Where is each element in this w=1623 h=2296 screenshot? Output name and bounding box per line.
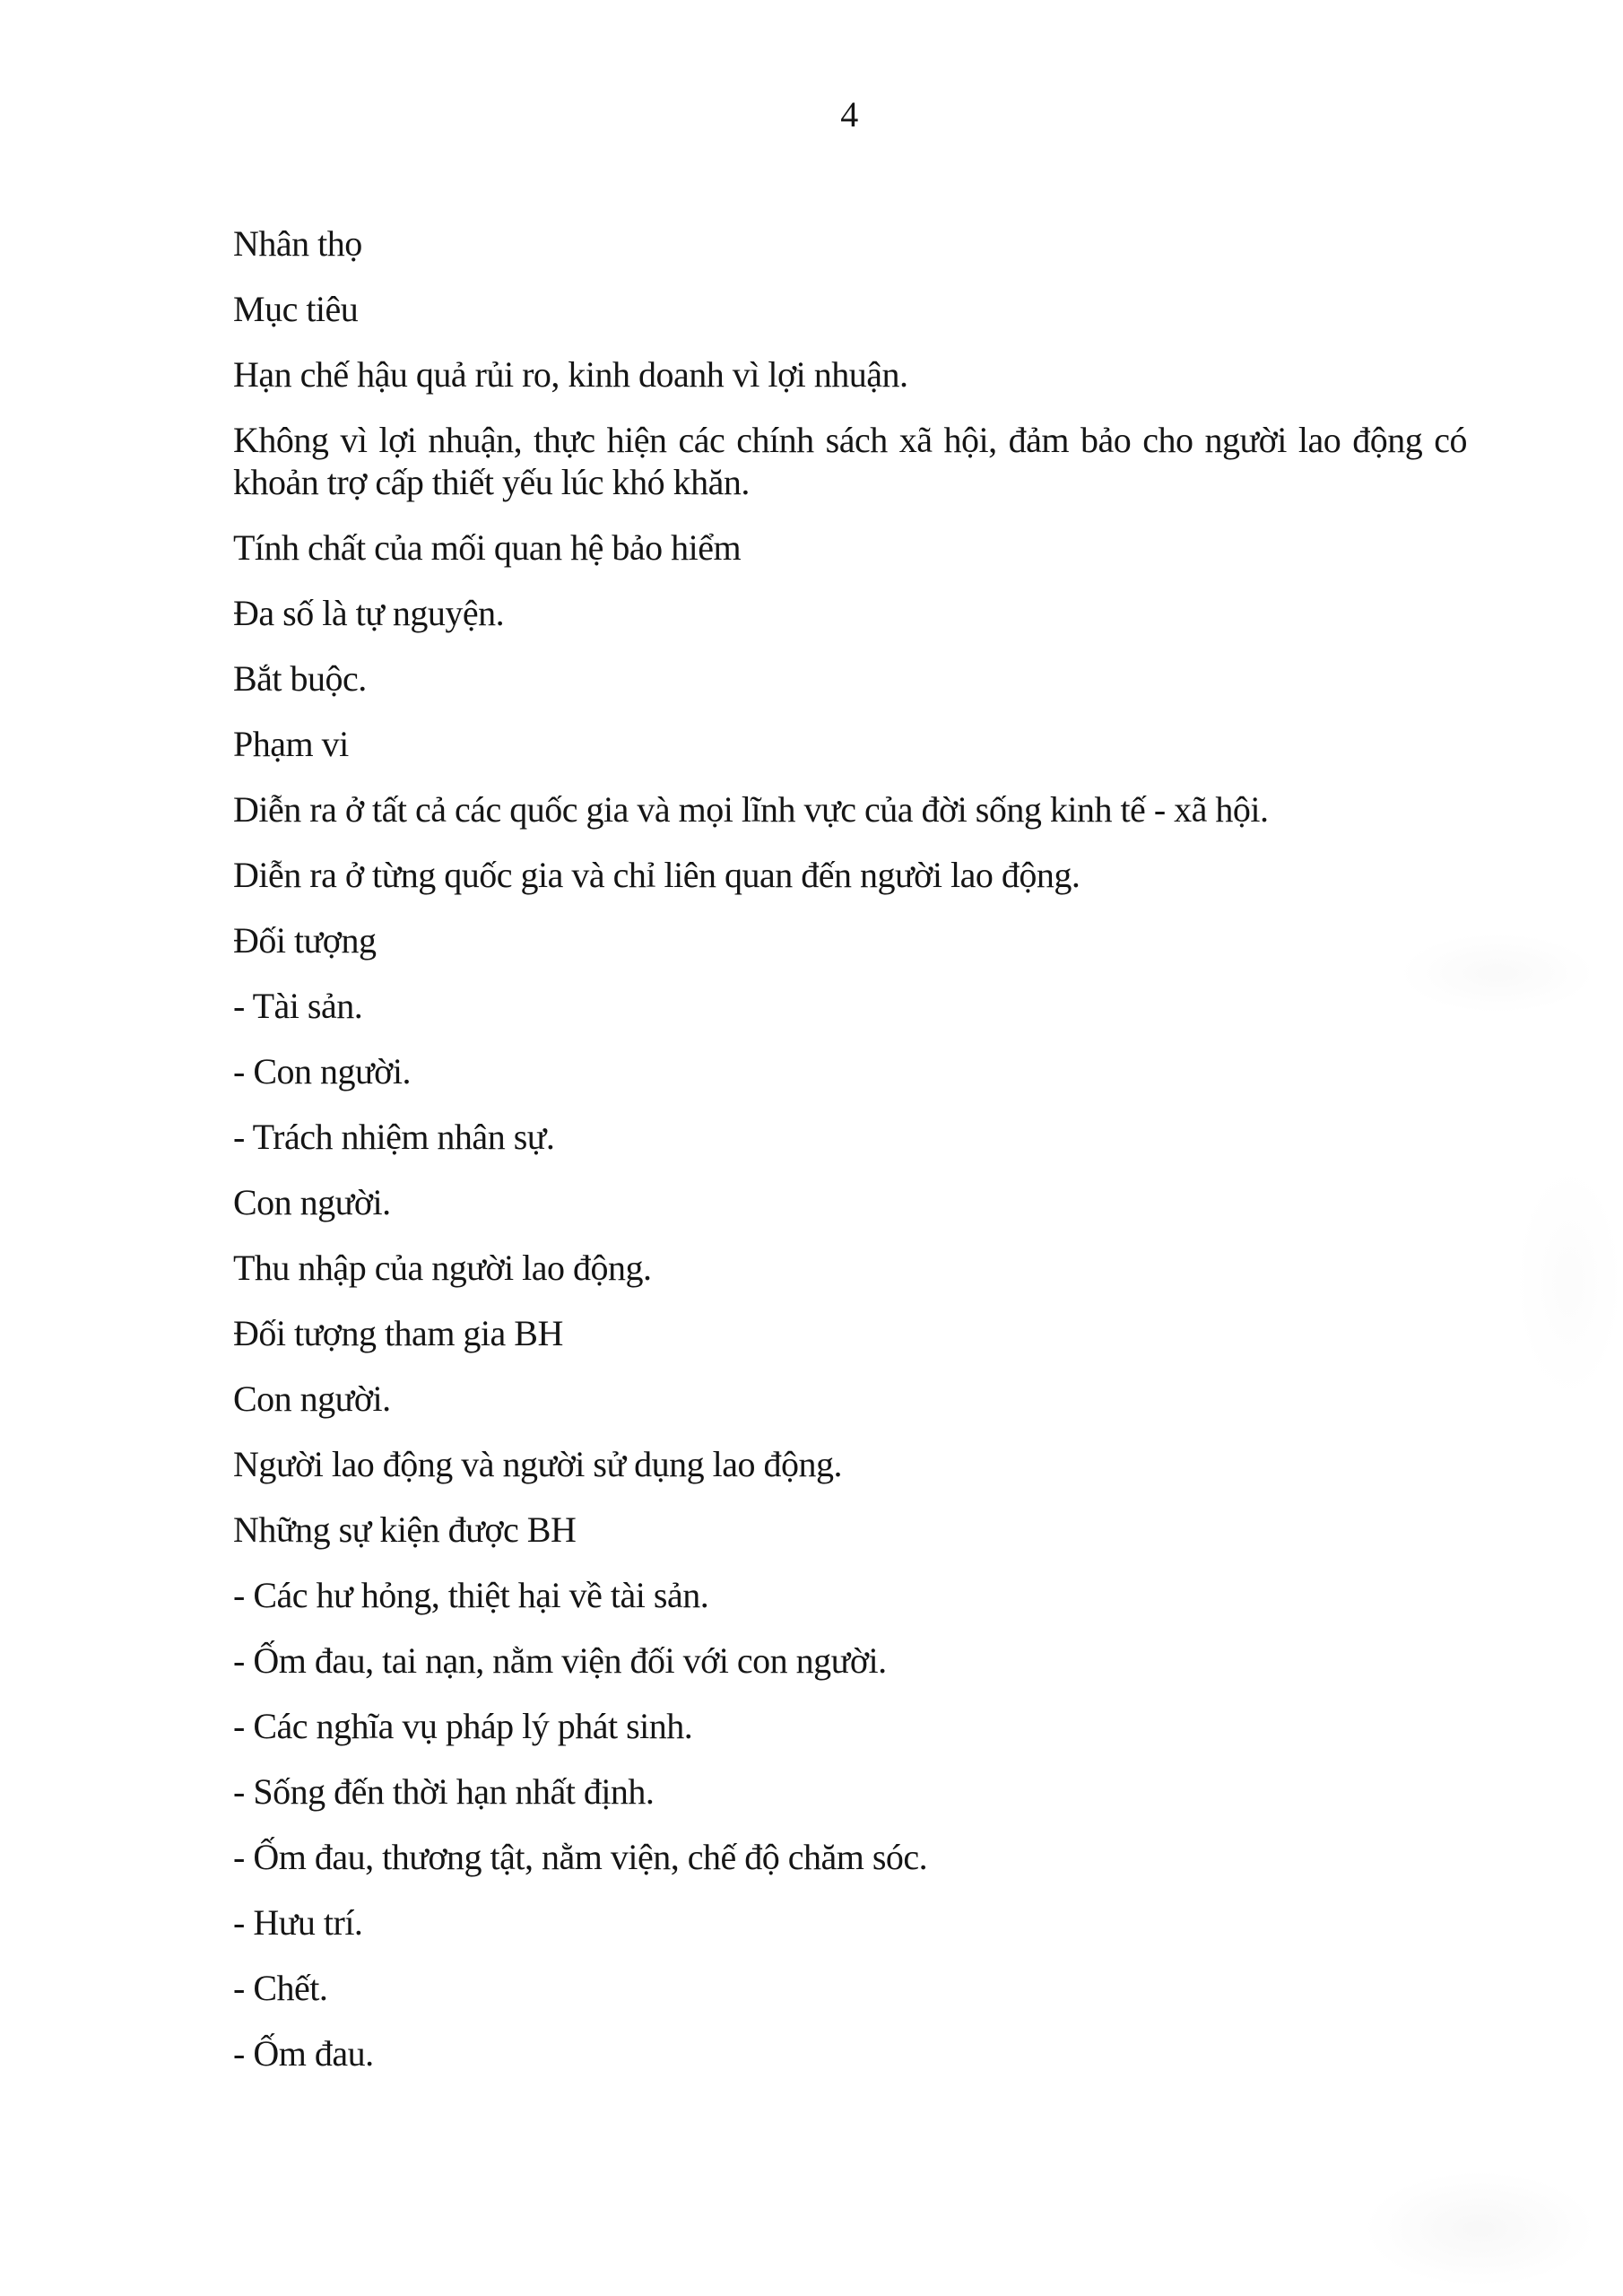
text-line: Diễn ra ở tất cả các quốc gia và mọi lĩnh vực của đời sống kinh tế - xã hội. [233,789,1269,830]
paragraph [233,1443,1467,1485]
paragraph [233,288,1467,330]
paragraph [233,1050,1467,1092]
paragraph [233,723,1467,765]
text-line: Không vì lợi nhuận, thực hiện các chính sách xã hội, đảm bảo cho người lao động có [233,420,1467,460]
text-line: Nhân thọ [233,223,362,264]
scan-artifact [1515,1166,1623,1399]
text-line: Phạm vi [233,724,349,764]
text-line: Thu nhập của người lao động. [233,1248,652,1288]
paragraph [233,1181,1467,1223]
paragraph [233,1639,1467,1682]
scan-artifact [1363,2170,1596,2287]
paragraph [233,1378,1467,1420]
text-line: Tính chất của mối quan hệ bảo hiểm [233,527,742,568]
text-line: Hạn chế hậu quả rủi ro, kinh doanh vì lợi nhuận. [233,354,908,395]
document-body [233,222,1467,2098]
text-line: - Ốm đau, thương tật, nằm viện, chế độ chăm sóc. [233,1837,928,1877]
paragraph [233,1116,1467,1158]
paragraph [233,657,1467,700]
paragraph [233,854,1467,896]
text-line: - Các hư hỏng, thiệt hại về tài sản. [233,1575,709,1615]
paragraph [233,526,1467,569]
paragraph [233,985,1467,1027]
text-line: - Chết. [233,1968,328,2008]
text-line: - Tài sản. [233,986,363,1026]
text-line: - Các nghĩa vụ pháp lý phát sinh. [233,1706,693,1746]
paragraph [233,1770,1467,1813]
text-line: - Ốm đau. [233,2033,374,2074]
paragraph [233,2032,1467,2074]
text-line: khoản trợ cấp thiết yếu lúc khó khăn. [233,462,750,502]
text-line: Đối tượng tham gia BH [233,1313,563,1353]
text-line: Đa số là tự nguyện. [233,593,505,633]
paragraph [233,222,1467,265]
paragraph [233,1247,1467,1289]
paragraph [233,788,1467,831]
paragraph [233,1574,1467,1616]
text-line: Đối tượng [233,920,377,961]
text-line: Diễn ra ở từng quốc gia và chỉ liên quan đến người lao động. [233,855,1081,895]
paragraph [233,592,1467,634]
text-line: - Hưu trí. [233,1902,363,1943]
paragraph [233,1836,1467,1878]
page-number: 4 [840,94,858,135]
text-line: Con người. [233,1182,391,1222]
paragraph [233,1901,1467,1944]
paragraph [233,419,1467,503]
text-line: - Ốm đau, tai nạn, nằm viện đối với con người. [233,1640,887,1681]
text-line: Mục tiêu [233,289,359,329]
text-line: Con người. [233,1378,391,1419]
paragraph [233,919,1467,961]
text-line: - Sống đến thời hạn nhất định. [233,1771,655,1812]
paragraph [233,1705,1467,1747]
paragraph [233,1312,1467,1354]
paragraph [233,353,1467,396]
text-line: Những sự kiện được BH [233,1509,577,1550]
paragraph [233,1967,1467,2009]
text-line: Bắt buộc. [233,658,367,699]
paragraph [233,1509,1467,1551]
text-line: Người lao động và người sử dụng lao động. [233,1444,843,1484]
text-line: - Con người. [233,1051,411,1091]
text-line: - Trách nhiệm nhân sự. [233,1117,555,1157]
